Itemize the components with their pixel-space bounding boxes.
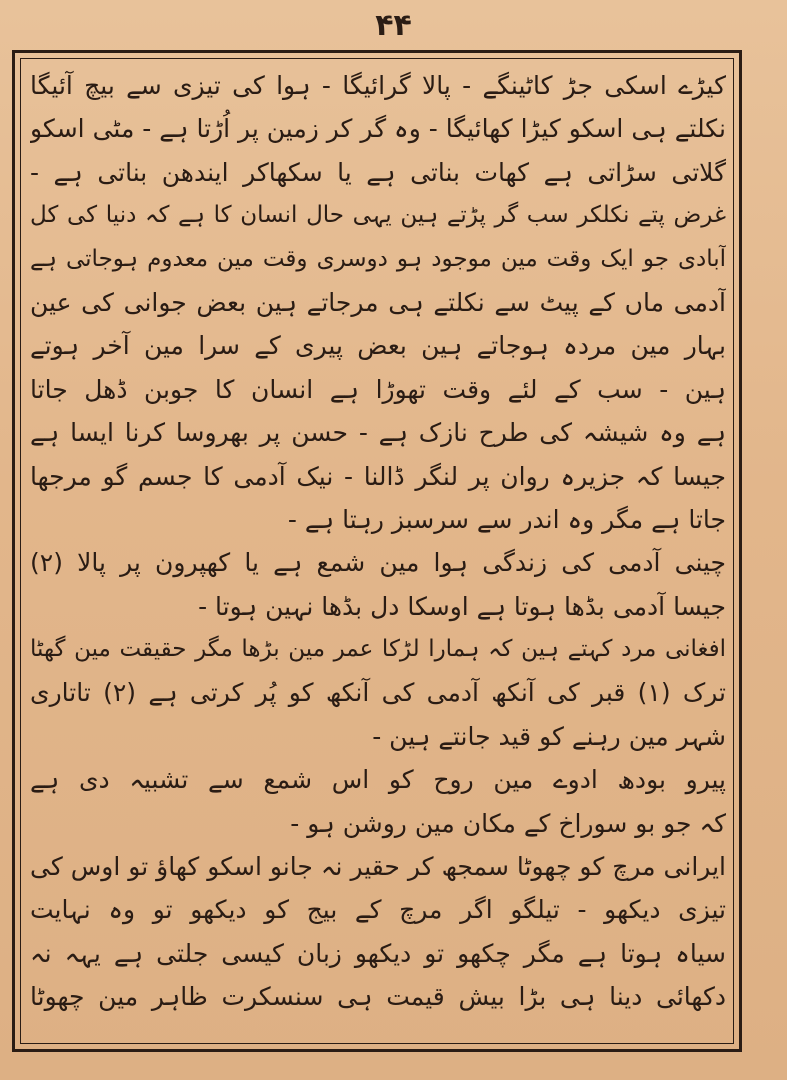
text-line: ایرانی مرچ کو چھوٹا سمجھ کر حقیر نہ جانو اسکو کھاؤ تو اوس کی [30,852,726,882]
text-line: غرض پتے نکلکر سب گر پڑتے ہین یہی حال انسان کا ہے کہ دنیا کی کل [30,202,726,229]
text-line: گلاتی سڑاتی ہے کھات بناتی ہے یا سکھاکر ایندھن بناتی ہے - [30,157,726,187]
text-line: شہر مین رہنے کو قید جانتے ہین - [372,721,726,751]
text-line: پیرو بودھ ادوے مین روح کو اس شمع سے تشبیہ دی ہے [30,765,726,795]
text-line: ہے وہ شیشہ کی طرح نازک ہے - حسن پر بھروسا کرنا ایسا ہے [30,418,726,448]
text-line: آبادی جو ایک وقت مین موجود ہو دوسری وقت مین معدوم ہوجاتی ہے [30,245,726,272]
text-line: بہار مین مردہ ہوجاتے ہین بعض پیری کے سرا مین آخر ہوتے [30,331,726,361]
text-line: چینی آدمی کی زندگی ہوا مین شمع ہے یا کھپرون پر پالا (۲) [30,548,726,578]
text-block [30,64,726,1019]
text-line: افغانی مرد کہتے ہین کہ ہمارا لڑکا عمر مین بڑھا مگر حقیقت مین گھٹا [30,636,726,663]
page-number: ۴۴ [375,8,412,43]
text-line: جیسا آدمی بڈھا ہوتا ہے اوسکا دل بڈھا نہین ہوتا - [198,591,726,621]
text-line: سیاہ ہوتا ہے مگر چکھو تو دیکھو زبان کیسی جلتی ہے یہہ نہ [30,938,726,968]
text-line: تیزی دیکھو - تیلگو اگر مرچ کے بیج کو دیکھو تو وہ نہایت [30,895,726,925]
text-line: نکلتے ہی اسکو کیڑا کھائیگا - وہ گر کر زمین پر اُڑتا ہے - مٹی اسکو [30,114,726,144]
text-line: کیڑے اسکی جڑ کاٹینگے - پالا گرائیگا - ہوا کی تیزی سے بیچ آئیگا [30,71,726,100]
text-line: کہ جو بو سوراخ کے مکان مین روشن ہو - [290,808,726,838]
text-line: ہین - سب کے لئے وقت تھوڑا ہے انسان کا جوبن ڈھل جاتا [30,374,726,404]
text-line: ترک (۱) قبر کی آنکھ آدمی کی آنکھ کو پُر کرتی ہے (۲) تاتاری [30,678,726,708]
text-line: جیسا کہ جزیرہ روان پر لنگر ڈالنا - نیک آدمی کا جسم گو مرجھا [30,461,726,491]
text-line: جاتا ہے مگر وہ اندر سے سرسبز رہتا ہے - [287,504,726,534]
text-line: دکھائی دینا ہی بڑا بیش قیمت ہی سنسکرت ظاہر مین چھوٹا [30,982,726,1012]
text-line: آدمی ماں کے پیٹ سے نکلتے ہی مرجاتے ہین بعض جوانی کی عین [30,287,726,317]
